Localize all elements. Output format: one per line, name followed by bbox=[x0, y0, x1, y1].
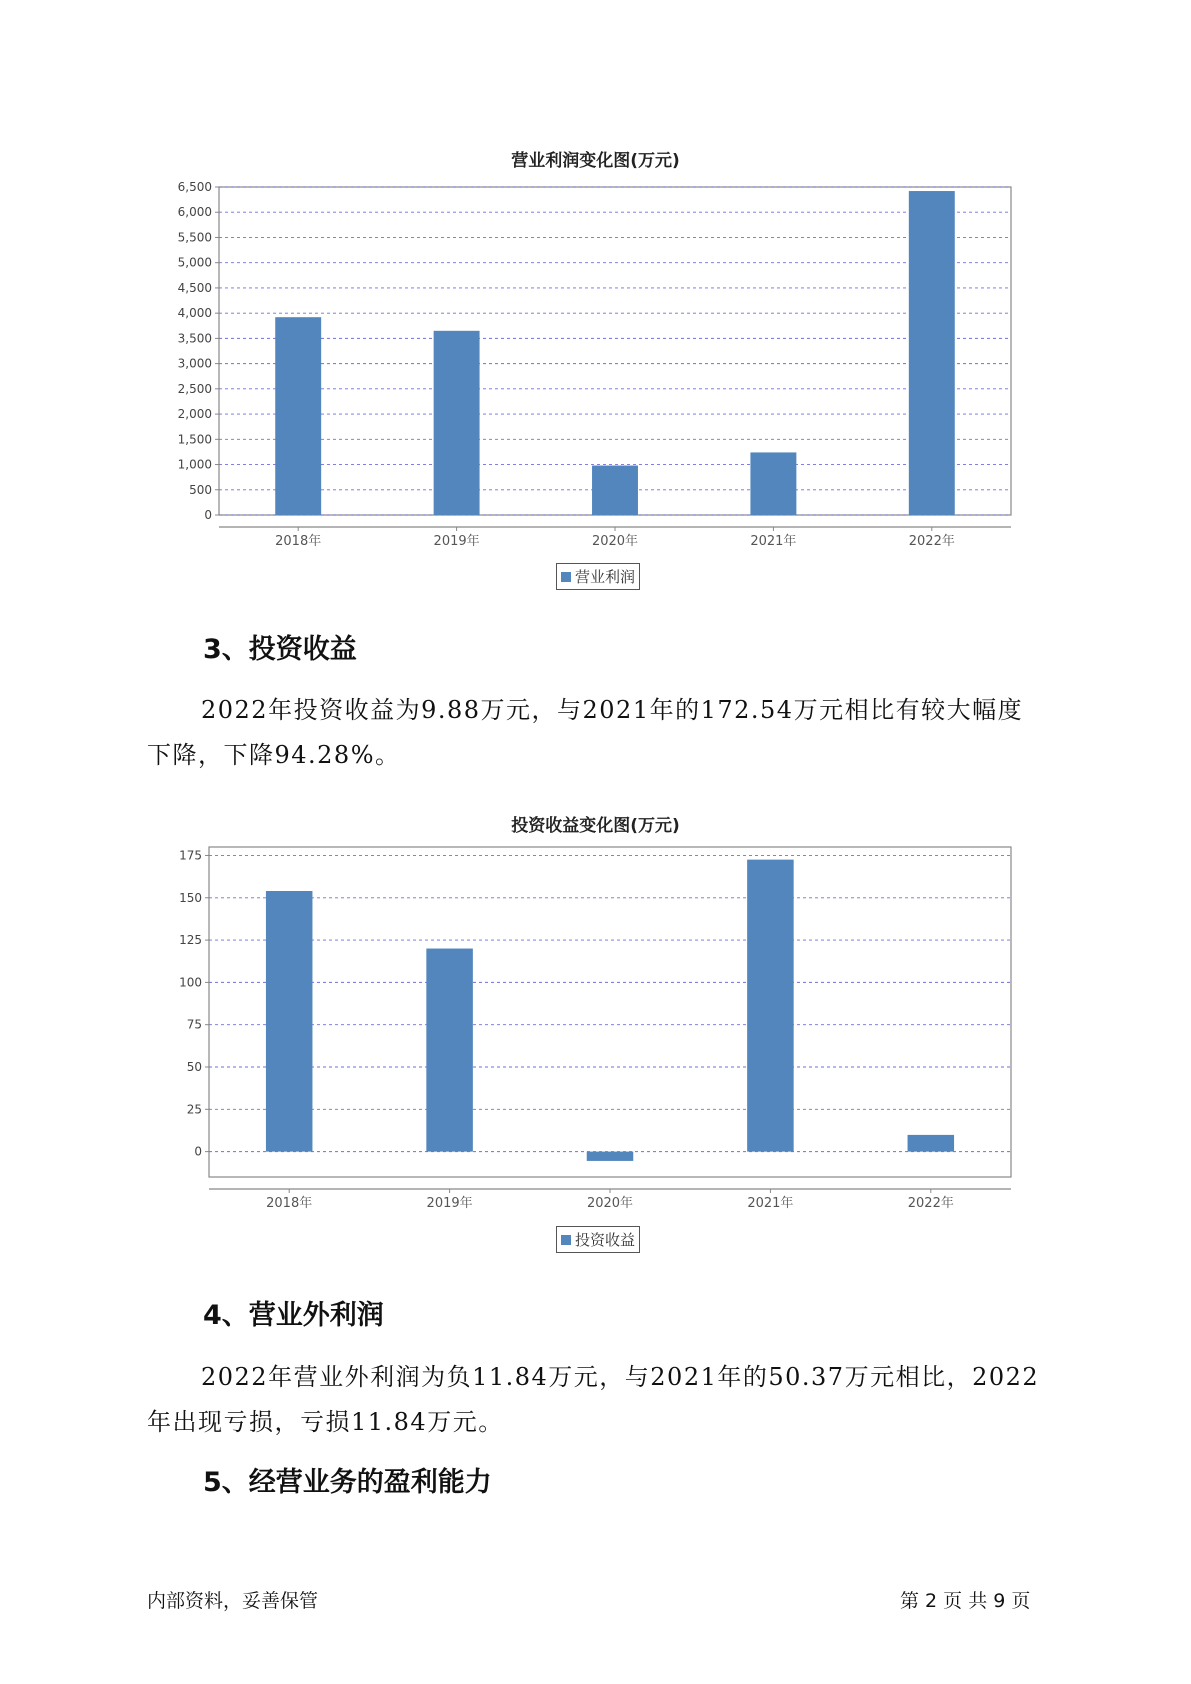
bar-2022年 bbox=[909, 191, 955, 515]
y-tick-label: 2,500 bbox=[177, 381, 212, 396]
x-tick-label: 2020年 bbox=[591, 534, 639, 549]
y-tick-label: 125 bbox=[179, 933, 202, 948]
x-tick-label: 2020年 bbox=[586, 1196, 634, 1211]
investment-income-chart bbox=[0, 845, 1191, 1215]
y-tick-label: 6,500 bbox=[177, 180, 212, 194]
x-tick-label: 2022年 bbox=[907, 1196, 954, 1211]
y-tick-label: 1,000 bbox=[177, 457, 212, 472]
bar-2020年 bbox=[592, 466, 638, 515]
bar-2022年 bbox=[908, 1135, 955, 1152]
operating-profit-chart bbox=[0, 170, 1191, 560]
footer-page-number: 第 2 页 共 9 页 bbox=[900, 1590, 1031, 1612]
investment-paragraph: 2022年投资收益为9.88万元，与2021年的172.54万元相比有较大幅度下降，下降94.28%。 bbox=[147, 696, 1024, 769]
bar-2019年 bbox=[426, 949, 473, 1152]
bar-2021年 bbox=[750, 452, 796, 515]
x-tick-label: 2018年 bbox=[266, 1196, 313, 1211]
bar-2019年 bbox=[434, 331, 480, 515]
y-tick-label: 0 bbox=[204, 508, 212, 522]
legend-swatch bbox=[561, 1235, 571, 1245]
bar-2021年 bbox=[747, 860, 794, 1152]
y-tick-label: 0 bbox=[194, 1144, 202, 1159]
y-tick-label: 175 bbox=[179, 848, 202, 863]
x-tick-label: 2022年 bbox=[908, 534, 955, 549]
bar-2018年 bbox=[275, 317, 321, 515]
chart2-title: 投资收益变化图(万元) bbox=[511, 816, 680, 836]
plot-area bbox=[209, 847, 1011, 1177]
section-heading-profitability: 5、经营业务的盈利能力 bbox=[203, 1467, 492, 1498]
x-tick-label: 2021年 bbox=[750, 534, 797, 549]
y-tick-label: 2,000 bbox=[177, 407, 212, 422]
bar-2020年 bbox=[587, 1152, 634, 1161]
x-tick-label: 2019年 bbox=[433, 534, 480, 549]
y-tick-label: 25 bbox=[186, 1102, 202, 1117]
x-tick-label: 2019年 bbox=[426, 1196, 473, 1211]
section-heading-investment: 3、投资收益 bbox=[203, 634, 357, 665]
y-tick-label: 6,000 bbox=[177, 205, 212, 220]
y-tick-label: 100 bbox=[179, 975, 202, 990]
bar-2018年 bbox=[266, 891, 313, 1152]
chart2-legend-label: 投资收益 bbox=[575, 1231, 636, 1249]
footer-confidential-note: 内部资料，妥善保管 bbox=[147, 1590, 319, 1612]
y-tick-label: 4,000 bbox=[177, 306, 212, 321]
x-tick-label: 2021年 bbox=[747, 1196, 794, 1211]
y-tick-label: 4,500 bbox=[177, 280, 212, 295]
chart1-legend bbox=[556, 563, 640, 590]
y-tick-label: 150 bbox=[179, 890, 202, 905]
y-tick-label: 75 bbox=[186, 1017, 202, 1032]
y-tick-label: 1,500 bbox=[177, 432, 212, 447]
non-operating-paragraph: 2022年营业外利润为负11.84万元，与2021年的50.37万元相比，2022年出现亏损，亏损11.84万元。 bbox=[147, 1363, 1040, 1436]
section-heading-non-operating: 4、营业外利润 bbox=[203, 1300, 384, 1331]
y-tick-label: 3,500 bbox=[177, 331, 212, 346]
chart1-legend-label: 营业利润 bbox=[575, 568, 636, 586]
chart1-title: 营业利润变化图(万元) bbox=[511, 151, 680, 171]
x-tick-label: 2018年 bbox=[275, 534, 322, 549]
y-tick-label: 50 bbox=[186, 1060, 202, 1074]
y-tick-label: 5,000 bbox=[177, 255, 212, 270]
y-tick-label: 500 bbox=[189, 482, 212, 497]
legend-swatch bbox=[561, 572, 571, 582]
chart2-legend bbox=[556, 1226, 640, 1253]
y-tick-label: 3,000 bbox=[177, 356, 212, 371]
y-tick-label: 5,500 bbox=[177, 230, 212, 245]
